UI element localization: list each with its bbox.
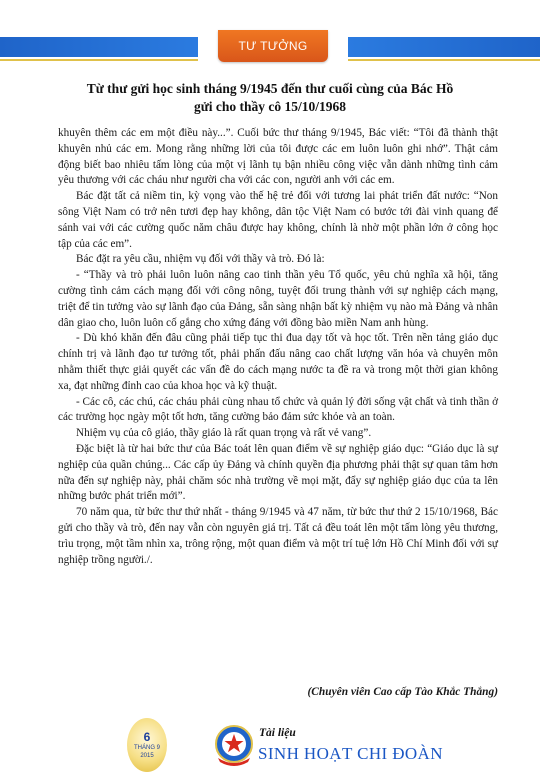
- paragraph: 70 năm qua, từ bức thư thứ nhất - tháng 9/1945 và 47 năm, từ bức thư thứ 2 15/10/1968, Bác gửi cho thầy và trò, đến nay vẫn còn nguyên giá trị. Tất cả đều toát lên một tấm lòng yêu thương, trìu trọng, một tầm nhìn xa, trông rộng, một quan điểm và một trí tuệ lớn Hồ Chí Minh đối với sự nghiệp trồng người./.: [58, 506, 498, 566]
- section-tab: [218, 30, 328, 62]
- paragraph: - “Thầy và trò phải luôn luôn nâng cao tinh thần yêu Tổ quốc, yêu chủ nghĩa xã hội, tăng cường tình cảm cách mạng đối với công nông, tuyệt đối trung thành với sự nghiệp cách mạng, triệt để tin tưởng vào sự lãnh đạo của Đảng, sẵn sàng nhận bất kỳ nhiệm vụ nào mà Đảng và nhân dân giao cho, luôn luôn cố gắng cho xứng đáng với đồng bào miền Nam anh hùng.: [58, 269, 498, 329]
- paragraph: Nhiệm vụ của cô giáo, thầy giáo là rất quan trọng và rất vẻ vang”.: [76, 427, 372, 440]
- title-line-1: Từ thư gửi học sinh tháng 9/1945 đến thư cuối cùng của Bác Hồ: [86, 81, 454, 96]
- youth-union-emblem-icon: [214, 724, 254, 768]
- article-title: [40, 80, 500, 116]
- header-banner: [0, 0, 540, 64]
- paragraph: khuyên thêm các em một điều này...”. Cuối bức thư tháng 9/1945, Bác viết: “Tôi đã thành thật khuyên nhủ các em. Mong rằng những lời của tôi được các em luôn luôn ghi nhớ”. Thật cảm động biết bao nhiêu tấm lòng của một vị lãnh tụ bận nhiều công việc vẫn dành những tình cảm yêu thương với các cháu như người cha với các con, người anh với các em.: [58, 127, 498, 187]
- header-band-right: [348, 37, 540, 57]
- paragraph: Bác đặt tất cả niềm tin, kỳ vọng vào thế hệ trẻ đối với tương lai phát triển đất nước: “Non sông Việt Nam có trở nên tươi đẹp hay không, dân tộc Việt Nam có bước tới đài vinh quang để sánh vai với các cường quốc năm châu được hay không, chính là nhờ một phần lớn ở công học tập của các em”.: [58, 190, 498, 250]
- title-line-2: gửi cho thầy cô 15/10/1968: [193, 99, 347, 114]
- issue-year: 2015: [140, 753, 154, 759]
- author-signature: (Chuyên viên Cao cấp Tào Khắc Thắng): [307, 686, 498, 698]
- paragraph: Bác đặt ra yêu cầu, nhiệm vụ đối với thầy và trò. Đó là:: [76, 253, 325, 266]
- header-band-left: [0, 37, 198, 57]
- magazine-title: SINH HOẠT CHI ĐOÀN: [258, 744, 443, 763]
- page-number-badge: [127, 718, 167, 772]
- article-body: [58, 126, 498, 568]
- paragraph: - Dù khó khăn đến đâu cũng phải tiếp tục thi đua dạy tốt và học tốt. Trên nền tảng giáo dục chính trị và lãnh đạo tư tưởng tốt, phải phấn đấu nâng cao chất lượng văn hóa và chuyên môn nhằm thiết thực giải quyết các vấn đề do cách mạng nước ta đề ra và trong một thời gian không xa, đạt những đỉnh cao của khoa học và kỹ thuật.: [58, 332, 498, 392]
- issue-month: THÁNG 9: [133, 745, 160, 751]
- paragraph: - Các cô, các chú, các cháu phải cùng nhau tổ chức và quản lý đời sống vật chất và tinh thần ở các trường học ngày một tốt hơn, tăng cường bảo đảm sức khỏe và an toàn.: [58, 395, 498, 424]
- magazine-label-small: Tài liệu: [259, 727, 296, 739]
- page-number: 6: [143, 730, 151, 744]
- paragraph: Đặc biệt là từ hai bức thư của Bác toát lên quan điểm về sự nghiệp giáo dục: “Giáo dục là sự nghiệp của quần chúng... Các cấp ủy Đảng và chính quyền địa phương phải thật sự quan tâm hơn nữa đến sự nghiệp này, phải chăm sóc nhà trường về mọi mặt, đẩy sự nghiệp giáo dục của ta lên những bước phát triển mới”.: [58, 442, 498, 503]
- section-label: TƯ TƯỞNG: [238, 39, 308, 53]
